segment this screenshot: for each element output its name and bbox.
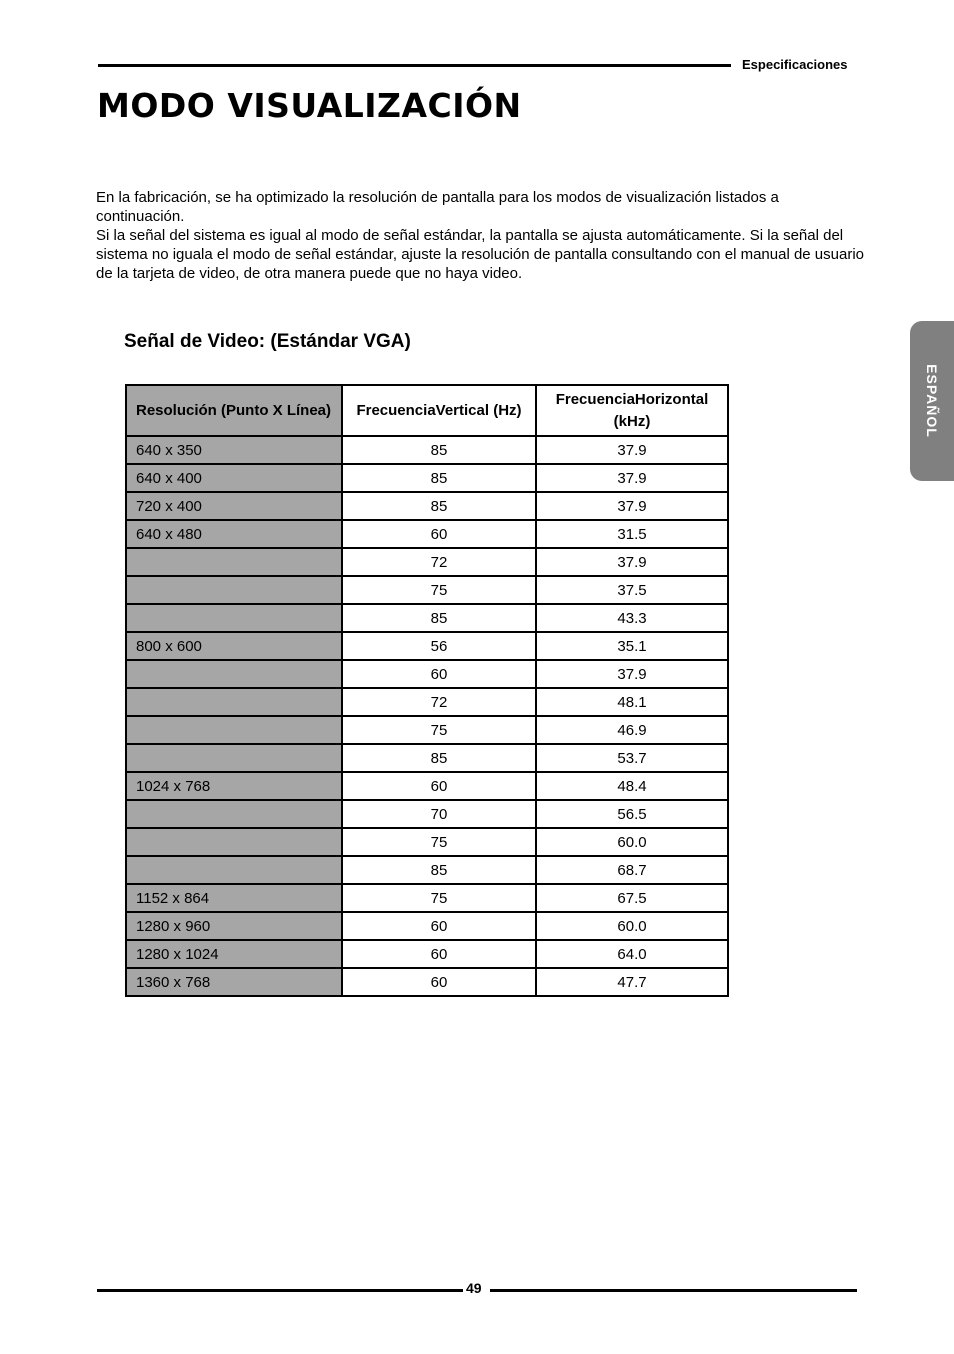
footer-rule-left: [97, 1289, 463, 1292]
table-row: [126, 632, 728, 660]
vertical-frequency-cell: 60: [342, 520, 536, 548]
horizontal-frequency-cell: 37.9: [536, 660, 728, 688]
resolution-cell: 1024 x 768: [126, 772, 342, 800]
table-row: [126, 884, 728, 912]
resolution-cell: [126, 828, 342, 856]
footer-rule-right: [490, 1289, 857, 1292]
horizontal-frequency-cell: 53.7: [536, 744, 728, 772]
vertical-frequency-cell: 85: [342, 856, 536, 884]
horizontal-frequency-cell: 37.9: [536, 492, 728, 520]
resolution-cell: [126, 800, 342, 828]
horizontal-frequency-cell: 31.5: [536, 520, 728, 548]
horizontal-frequency-cell: 37.5: [536, 576, 728, 604]
header-horizontal-frequency: FrecuenciaHorizontal (kHz): [536, 385, 728, 436]
horizontal-frequency-cell: 47.7: [536, 968, 728, 996]
horizontal-frequency-cell: 37.9: [536, 436, 728, 464]
vertical-frequency-cell: 85: [342, 436, 536, 464]
resolution-cell: [126, 688, 342, 716]
language-tab: [910, 321, 954, 481]
table-row: [126, 548, 728, 576]
vertical-frequency-cell: 85: [342, 744, 536, 772]
vertical-frequency-cell: 85: [342, 492, 536, 520]
display-modes-table: [125, 384, 729, 997]
table-row: [126, 492, 728, 520]
intro-text: [96, 188, 866, 283]
table-row: [126, 716, 728, 744]
header-vertical-frequency: FrecuenciaVertical (Hz): [342, 385, 536, 436]
table-row: [126, 800, 728, 828]
vertical-frequency-cell: 72: [342, 688, 536, 716]
vertical-frequency-cell: 70: [342, 800, 536, 828]
horizontal-frequency-cell: 35.1: [536, 632, 728, 660]
table-row: [126, 744, 728, 772]
resolution-cell: [126, 856, 342, 884]
resolution-cell: [126, 604, 342, 632]
header-resolution: Resolución (Punto X Línea): [126, 385, 342, 436]
resolution-cell: 1280 x 960: [126, 912, 342, 940]
horizontal-frequency-cell: 64.0: [536, 940, 728, 968]
table-row: [126, 604, 728, 632]
table-row: [126, 772, 728, 800]
resolution-cell: 1360 x 768: [126, 968, 342, 996]
table-body: [126, 436, 728, 996]
vertical-frequency-cell: 75: [342, 576, 536, 604]
vertical-frequency-cell: 60: [342, 968, 536, 996]
resolution-cell: 720 x 400: [126, 492, 342, 520]
table-row: [126, 436, 728, 464]
table-subtitle: Señal de Video: (Estándar VGA): [124, 331, 411, 352]
resolution-cell: [126, 660, 342, 688]
section-label: Especificaciones: [742, 57, 848, 72]
horizontal-frequency-cell: 37.9: [536, 464, 728, 492]
horizontal-frequency-cell: 48.1: [536, 688, 728, 716]
resolution-cell: 1280 x 1024: [126, 940, 342, 968]
horizontal-frequency-cell: 67.5: [536, 884, 728, 912]
resolution-cell: 640 x 350: [126, 436, 342, 464]
horizontal-frequency-cell: 60.0: [536, 912, 728, 940]
resolution-cell: 640 x 400: [126, 464, 342, 492]
vertical-frequency-cell: 75: [342, 884, 536, 912]
resolution-cell: 640 x 480: [126, 520, 342, 548]
vertical-frequency-cell: 75: [342, 716, 536, 744]
horizontal-frequency-cell: 48.4: [536, 772, 728, 800]
vertical-frequency-cell: 60: [342, 940, 536, 968]
vertical-frequency-cell: 75: [342, 828, 536, 856]
horizontal-frequency-cell: 60.0: [536, 828, 728, 856]
table-row: [126, 688, 728, 716]
page-title: MODO VISUALIZACIÓN: [97, 86, 522, 125]
table-row: [126, 856, 728, 884]
resolution-cell: [126, 548, 342, 576]
table-row: [126, 576, 728, 604]
resolution-cell: 1152 x 864: [126, 884, 342, 912]
table-row: [126, 828, 728, 856]
table-row: [126, 464, 728, 492]
intro-paragraph-1: En la fabricación, se ha optimizado la resolución de pantalla para los modos de visualización listados a continuación.: [96, 189, 779, 225]
resolution-cell: [126, 744, 342, 772]
language-tab-label: ESPAÑOL: [924, 364, 940, 438]
page-number: 49: [466, 1280, 482, 1296]
table-row: [126, 912, 728, 940]
table-row: [126, 660, 728, 688]
table-header-row: [126, 385, 728, 436]
vertical-frequency-cell: 85: [342, 464, 536, 492]
table-row: [126, 968, 728, 996]
vertical-frequency-cell: 60: [342, 772, 536, 800]
resolution-cell: [126, 716, 342, 744]
table-row: [126, 520, 728, 548]
resolution-cell: [126, 576, 342, 604]
intro-paragraph-2: Si la señal del sistema es igual al modo de señal estándar, la pantalla se ajusta automáticamente. Si la señal del sistema no iguala el modo de señal estándar, ajuste la resolución de pantalla consultando con el manual de usuario de la tarjeta de video, de otra manera puede que no haya video.: [96, 227, 865, 282]
horizontal-frequency-cell: 56.5: [536, 800, 728, 828]
horizontal-frequency-cell: 37.9: [536, 548, 728, 576]
vertical-frequency-cell: 56: [342, 632, 536, 660]
resolution-cell: 800 x 600: [126, 632, 342, 660]
horizontal-frequency-cell: 68.7: [536, 856, 728, 884]
table-row: [126, 940, 728, 968]
horizontal-frequency-cell: 43.3: [536, 604, 728, 632]
horizontal-frequency-cell: 46.9: [536, 716, 728, 744]
vertical-frequency-cell: 60: [342, 912, 536, 940]
vertical-frequency-cell: 72: [342, 548, 536, 576]
header-rule: [98, 64, 731, 67]
vertical-frequency-cell: 60: [342, 660, 536, 688]
vertical-frequency-cell: 85: [342, 604, 536, 632]
